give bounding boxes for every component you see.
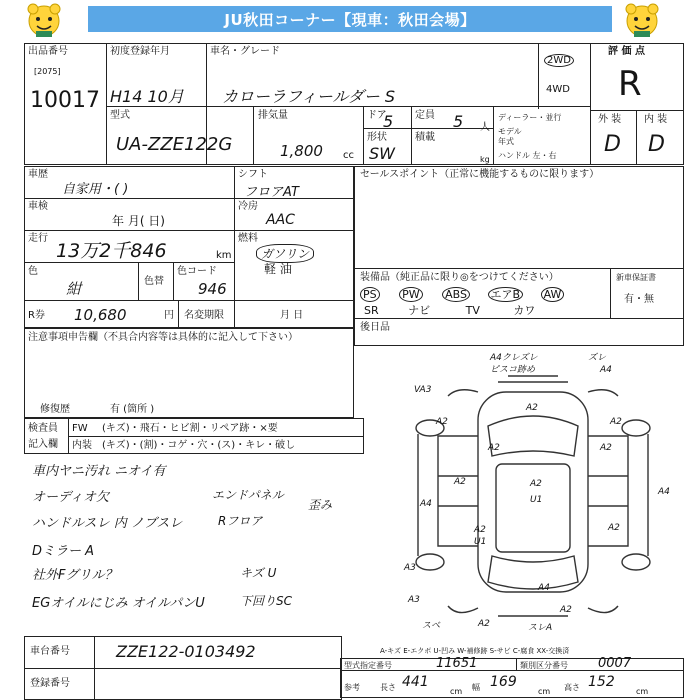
name-change-label: 名変期限 bbox=[184, 310, 224, 321]
diagram-mark-16: U1 bbox=[474, 537, 487, 547]
equipment-row2 bbox=[364, 302, 535, 318]
equip-tv: TV bbox=[465, 304, 480, 317]
remark-4: 歪み bbox=[308, 498, 333, 512]
diagram-mark-2: ズレ bbox=[588, 353, 607, 363]
diagram-mark-12: A2 bbox=[454, 477, 466, 487]
diagram-mark-21: A2 bbox=[478, 619, 490, 629]
banner-title: JU秋田コーナー【現車：秋田会場】 bbox=[88, 6, 612, 32]
diagram-mark-15: A2 bbox=[474, 525, 486, 535]
equipment-label: 装備品（純正品に限り◎をつけてください） bbox=[360, 272, 559, 283]
mileage-unit: km bbox=[216, 250, 232, 261]
length-value: 441 bbox=[402, 674, 429, 690]
mascot-right-icon bbox=[622, 2, 662, 38]
sales-point-label: セールスポイント（正常に機能するものに限ります） bbox=[360, 169, 600, 180]
width-unit: cm bbox=[538, 687, 551, 696]
doors-label: ドア bbox=[367, 110, 387, 121]
inspection-value: 年 月( 日) bbox=[112, 214, 165, 228]
drive-2wd: 2WD bbox=[544, 54, 574, 67]
score-value: R bbox=[618, 64, 642, 104]
displacement-label: 排気量 bbox=[258, 110, 288, 121]
model-label: 型式 bbox=[110, 110, 130, 121]
remark-10: EGオイルにじみ オイルパンU bbox=[32, 596, 205, 611]
diagram-mark-9: A2 bbox=[600, 443, 612, 453]
repair-label: 修復歴 bbox=[40, 404, 70, 415]
drive-4wd: 4WD bbox=[546, 84, 570, 95]
length-unit: cm bbox=[450, 687, 463, 696]
first-reg-value: H14 10月 bbox=[110, 87, 184, 106]
remark-5: ハンドルスレ 内 ノブスレ bbox=[32, 516, 183, 531]
remark-7: Dミラー A bbox=[32, 544, 95, 559]
lot-sub: [2075] bbox=[34, 67, 61, 76]
car-damage-diagram bbox=[378, 346, 684, 646]
capacity-unit: 人 bbox=[480, 122, 490, 133]
banner bbox=[0, 0, 700, 40]
color-change-label: 色替 bbox=[144, 276, 164, 287]
equip-aw: AW bbox=[541, 287, 565, 302]
recycle-unit: 円 bbox=[164, 310, 174, 321]
mileage-value: 13万2千846 bbox=[56, 240, 167, 262]
model-year-sub: 年式 bbox=[498, 137, 514, 146]
diagram-mark-3: A4 bbox=[600, 365, 612, 375]
diagram-mark-6: A2 bbox=[436, 417, 448, 427]
capacity-label: 定員 bbox=[415, 110, 435, 121]
color-code-label: 色コード bbox=[177, 266, 217, 277]
auction-sheet bbox=[18, 40, 688, 700]
int-items: (キズ)・(割)・コゲ・穴・(ス)・キレ・破し bbox=[102, 440, 296, 451]
new-warranty-value: 有・無 bbox=[624, 294, 654, 305]
mascot-left-icon bbox=[24, 2, 64, 38]
ref-label: 参考 bbox=[344, 683, 360, 692]
equip-airbag: エアB bbox=[488, 287, 524, 302]
inspector-label-2: 記入欄 bbox=[28, 439, 58, 450]
diagram-mark-7: A2 bbox=[610, 417, 622, 427]
diagram-mark-10: A2 bbox=[530, 479, 542, 489]
remark-9: キズ U bbox=[240, 566, 277, 580]
diagram-mark-0: A4クレズレ bbox=[490, 353, 538, 363]
ac-value: AAC bbox=[266, 212, 295, 228]
class-label: 類別区分番号 bbox=[520, 661, 568, 670]
model-value: UA-ZZE122G bbox=[116, 134, 233, 155]
diagram-mark-14: A4 bbox=[658, 487, 670, 497]
ac-label: 冷房 bbox=[238, 201, 258, 212]
length-label: 長さ bbox=[380, 683, 396, 692]
fuel-value-diesel: 軽 油 bbox=[264, 262, 292, 276]
remark-3: エンドパネル bbox=[212, 488, 284, 502]
interior-label: 内 装 bbox=[644, 114, 668, 125]
load-unit: kg bbox=[480, 155, 490, 164]
shape-label: 形状 bbox=[367, 132, 387, 143]
recycle-value: 10,680 bbox=[74, 306, 127, 324]
color-value: 紺 bbox=[66, 280, 82, 298]
diagram-mark-17: A2 bbox=[608, 523, 620, 533]
load-label: 積載 bbox=[415, 132, 435, 143]
type-cert-label: 型式指定番号 bbox=[344, 661, 392, 670]
handle-label: ハンドル 左・右 bbox=[498, 151, 557, 160]
diagram-mark-5: A2 bbox=[526, 403, 538, 413]
repair-value: 有 (箇所 ) bbox=[110, 404, 155, 415]
width-value: 169 bbox=[490, 674, 517, 690]
diagram-mark-24: スベ bbox=[422, 621, 441, 631]
doors-value: 5 bbox=[383, 112, 394, 131]
shift-value: フロアAT bbox=[244, 185, 299, 200]
width-label: 幅 bbox=[472, 683, 480, 692]
class-value: 0007 bbox=[598, 656, 632, 671]
shape-value: SW bbox=[369, 144, 395, 163]
diagram-mark-8: A2 bbox=[488, 443, 500, 453]
int-label: 内装 bbox=[72, 440, 92, 451]
name-change-value: 月 日 bbox=[280, 310, 304, 321]
model-year-label: モデル bbox=[498, 127, 522, 136]
diagram-mark-20: A3 bbox=[408, 595, 420, 605]
dealer-label: ディーラー・並行 bbox=[498, 113, 562, 122]
color-label: 色 bbox=[28, 266, 38, 277]
remark-6: Rフロア bbox=[218, 514, 263, 528]
equipment-row1 bbox=[360, 286, 564, 302]
reg-label: 登録番号 bbox=[30, 678, 70, 689]
diagram-mark-13: A4 bbox=[420, 499, 432, 509]
first-reg-label: 初度登録年月 bbox=[110, 46, 170, 57]
fw-items: (キズ)・飛石・ヒビ割・リペア跡・×要 bbox=[102, 423, 278, 434]
interior-value: D bbox=[648, 132, 665, 157]
new-warranty-label: 新車保証書 bbox=[616, 273, 656, 282]
equip-abs: ABS bbox=[442, 287, 470, 302]
car-name-value: カローラフィールダー S bbox=[222, 87, 396, 106]
diagram-mark-4: VA3 bbox=[414, 385, 432, 395]
fuel-label: 燃料 bbox=[238, 233, 258, 244]
diagram-legend: A-キズ E-エクボ U-凹み W-補修跡 S-サビ C-腐食 XX-交換済 bbox=[380, 647, 570, 655]
height-unit: cm bbox=[636, 687, 649, 696]
inspection-label: 車検 bbox=[28, 201, 48, 212]
score-label: 評 価 点 bbox=[608, 46, 645, 57]
recycle-label: R券 bbox=[28, 310, 45, 321]
lot-label: 出品番号 bbox=[28, 46, 68, 57]
chassis-label: 車台番号 bbox=[30, 646, 70, 657]
diagram-mark-18: A3 bbox=[404, 563, 416, 573]
inspector-label-1: 検査員 bbox=[28, 423, 58, 434]
equip-sr: SR bbox=[364, 304, 379, 317]
remark-1: 車内ヤニ汚れ ニオイ有 bbox=[32, 464, 166, 479]
shift-label: シフト bbox=[238, 169, 268, 180]
displacement-unit: cc bbox=[343, 150, 354, 161]
fw-label: FW bbox=[72, 423, 88, 434]
diagram-mark-23: A2 bbox=[560, 605, 572, 615]
remark-11: 下回りSC bbox=[240, 594, 292, 608]
car-name-label: 車名・グレード bbox=[210, 46, 280, 57]
displacement-value: 1,800 bbox=[280, 142, 323, 160]
lot-number: 10017 bbox=[30, 88, 100, 113]
diagram-mark-1: ピスコ跡め bbox=[490, 365, 536, 375]
chassis-value: ZZE122-0103492 bbox=[116, 642, 256, 661]
exterior-label: 外 装 bbox=[598, 114, 622, 125]
equip-pw: PW bbox=[399, 287, 423, 302]
remark-2: オーディオ欠 bbox=[32, 490, 109, 505]
diagram-mark-19: A4 bbox=[538, 583, 550, 593]
equip-ps: PS bbox=[360, 287, 380, 302]
type-cert-value: 11651 bbox=[436, 656, 478, 671]
diagram-mark-22: スレA bbox=[528, 623, 553, 633]
equip-leather: カワ bbox=[513, 304, 536, 317]
color-code-value: 946 bbox=[198, 280, 227, 298]
history-label: 車歴 bbox=[28, 169, 48, 180]
height-value: 152 bbox=[588, 674, 615, 690]
notes-label: 注意事項申告欄（不具合内容等は具体的に記入して下さい） bbox=[28, 332, 298, 343]
remark-8: 社外Fグリル？ bbox=[32, 568, 118, 583]
sales-point-block bbox=[354, 166, 684, 346]
mileage-label: 走行 bbox=[28, 233, 48, 244]
diagram-mark-11: U1 bbox=[530, 495, 543, 505]
exterior-value: D bbox=[604, 132, 621, 157]
height-label: 高さ bbox=[564, 683, 580, 692]
fuel-value-gasoline: ガソリン bbox=[256, 244, 314, 263]
capacity-value: 5 bbox=[453, 112, 464, 131]
equip-navi: ナビ bbox=[408, 304, 431, 317]
history-value: 自家用・( ) bbox=[62, 182, 129, 197]
after-label: 後日品 bbox=[360, 322, 390, 333]
